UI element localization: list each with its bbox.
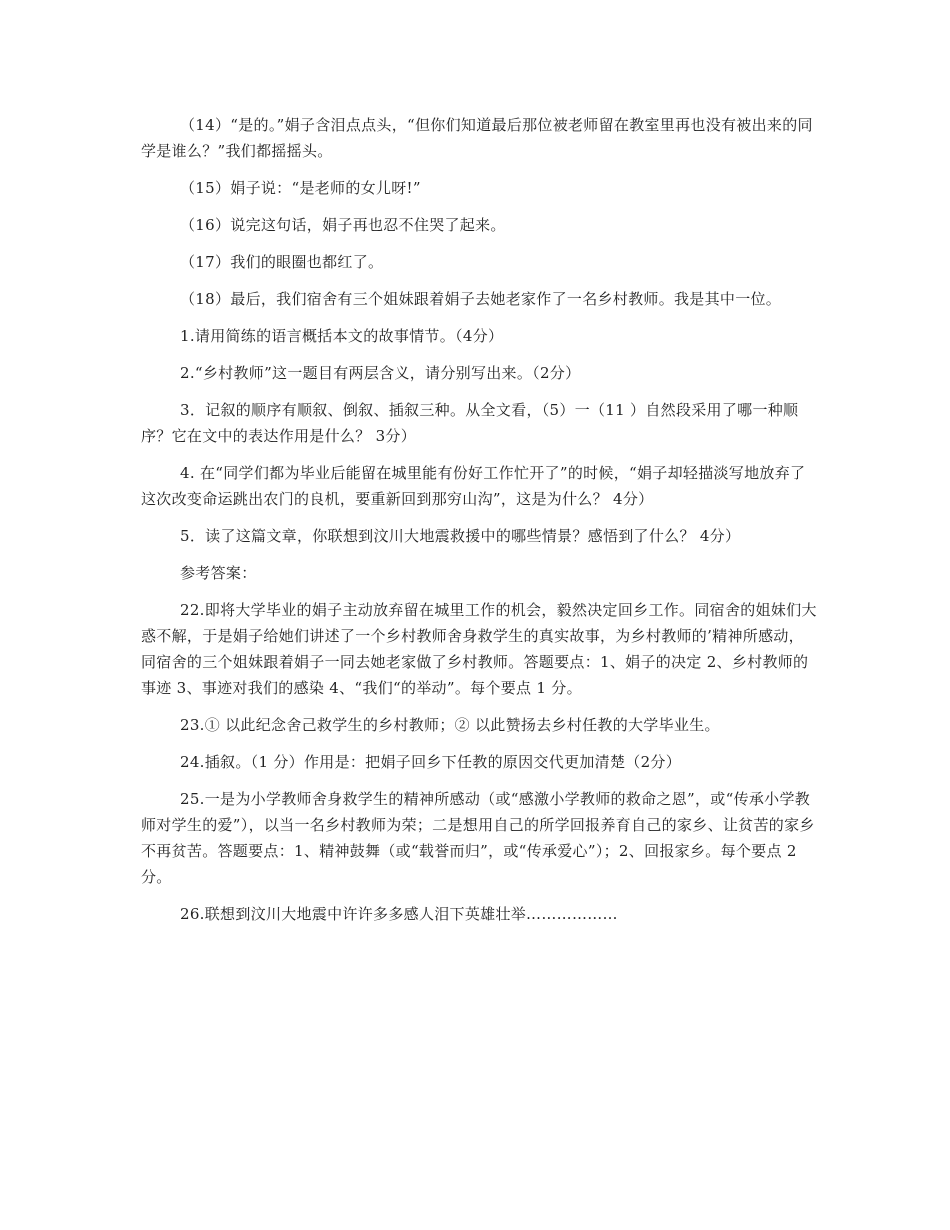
question-2: 2.“乡村教师”这一题目有两层含义，请分别写出来。（2分） <box>180 364 581 382</box>
answer-key-heading: 参考答案： <box>180 564 257 582</box>
paragraph-18: （18）最后，我们宿舍有三个姐妹跟着娟子去她老家作了一名乡村教师。我是其中一位。 <box>180 290 782 308</box>
paragraph-17: （17）我们的眼圈也都红了。 <box>180 253 384 271</box>
question-3: 3．记叙的顺序有顺叙、倒叙、插叙三种。从全文看，（5）一（11 ）自然段采用了哪一种顺序？它在文中的表达作用是什么？ 3分） <box>141 401 799 445</box>
answer-22: 22.即将大学毕业的娟子主动放弃留在城里工作的机会，毅然决定回乡工作。同宿舍的姐妹们大惑不解，于是娟子给她们讲述了一个乡村教师舍身救学生的真实故事，为乡村教师的’精神所感动，同宿舍的三个姐妹跟着娟子一同去她老家做了乡村教师。答题要点：1、娟子的决定 2、乡村教师的事迹 3、事迹对我们的感染 4、“我们“的举动”。每个要点 1 分。 <box>141 601 817 697</box>
paragraph-14: （14）“是的。”娟子含泪点点头，“但你们知道最后那位被老师留在教室里再也没有被出来的同学是谁么？”我们都摇摇头。 <box>141 116 813 160</box>
question-4: 4. 在“同学们都为毕业后能留在城里能有份好工作忙开了”的时候，“娟子却轻描淡写地放弃了这次改变命运跳出农门的良机，要重新回到那穷山沟”，这是为什么？ 4分） <box>141 464 806 508</box>
question-1: 1.请用简练的语言概括本文的故事情节。（4分） <box>180 327 504 345</box>
paragraph-15: （15）娟子说：“是老师的女儿呀!” <box>180 179 421 197</box>
answer-26: 26.联想到汶川大地震中许许多多感人泪下英雄壮举……………… <box>180 905 618 923</box>
answer-25: 25.一是为小学教师舍身救学生的精神所感动（或“感激小学教师的救命之恩”，或“传承小学教师对学生的爱”），以当一名乡村教师为荣；二是想用自己的所学回报养育自己的家乡、让贫苦的家乡不再贫苦。答题要点：1、精神鼓舞（或“载誉而归”，或“传承爱心”）；2、回报家乡。每个要点 2 分。 <box>141 790 815 886</box>
question-5: 5．读了这篇文章，你联想到汶川大地震救援中的哪些情景？感悟到了什么？ 4分） <box>180 527 741 545</box>
document-body <box>141 112 817 938</box>
answer-24: 24.插叙。（1 分）作用是：把娟子回乡下任教的原因交代更加清楚（2分） <box>180 753 682 771</box>
answer-23: 23.① 以此纪念舍己救学生的乡村教师；② 以此赞扬去乡村任教的大学毕业生。 <box>180 716 720 734</box>
paragraph-16: （16）说完这句话，娟子再也忍不住哭了起来。 <box>180 216 506 234</box>
